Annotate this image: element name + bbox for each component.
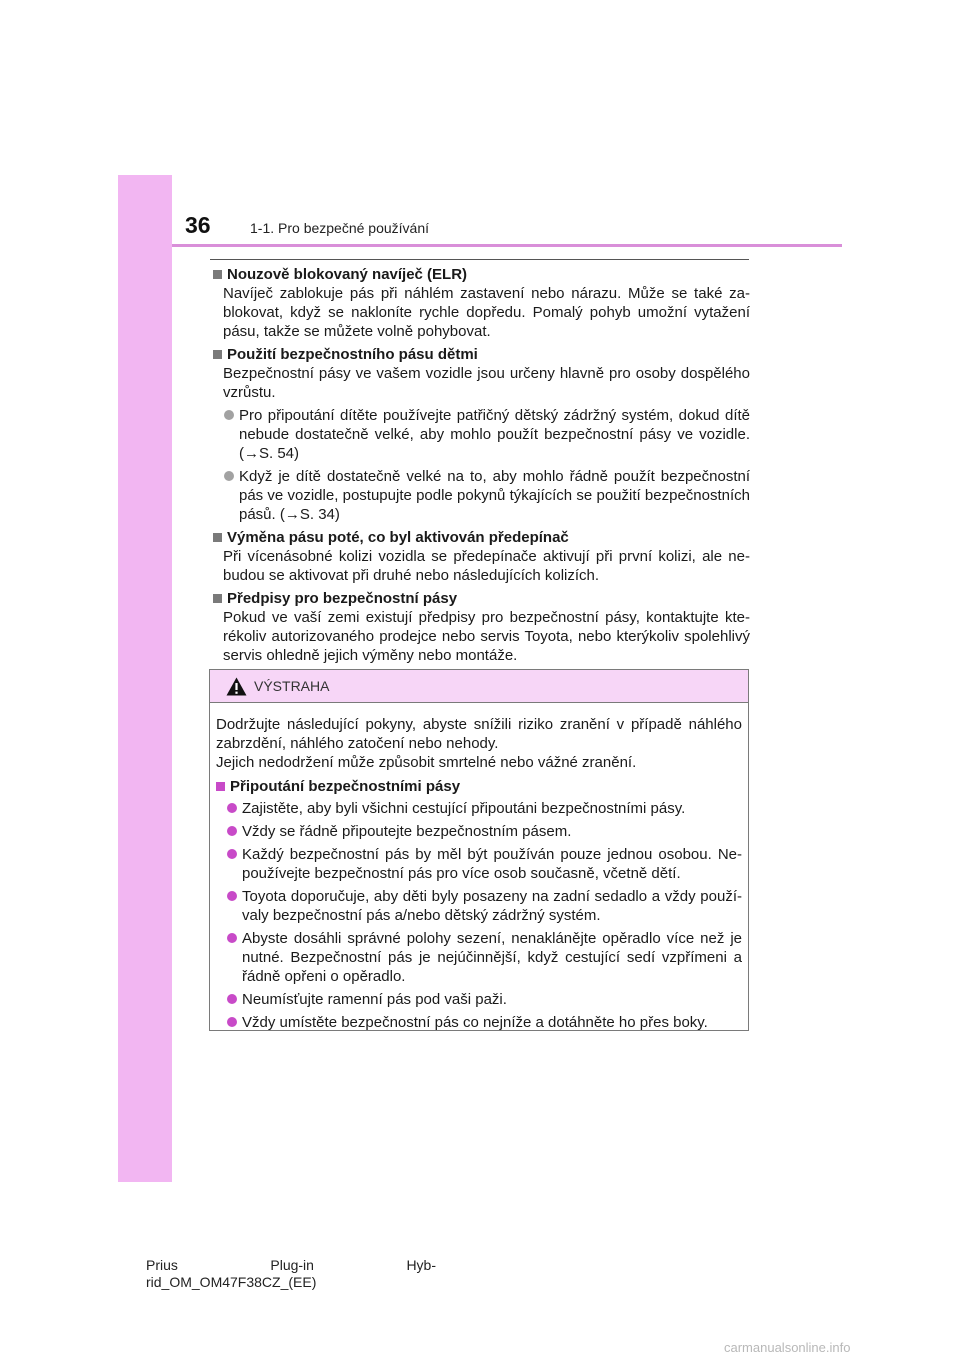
warning-triangle-icon — [226, 677, 247, 696]
header-divider — [172, 244, 842, 247]
section-regulations — [210, 589, 750, 665]
footer-doc-id — [146, 1257, 436, 1291]
section-title: 1-1. Pro bezpečné používání — [250, 220, 430, 236]
list-item-text: Neumísťujte ramenní pás pod vaši paži. — [242, 991, 507, 1008]
section-text: Při vícenásobné kolizi vozidla se předepínače aktivují při první kolizi, ale nebudou se aktivovat při druhé nebo následujících kolizích. — [223, 548, 750, 584]
watermark: carmanualsonline.info — [724, 1340, 851, 1355]
warning-heading-text: Připoutání bezpečnostními pásy — [230, 778, 461, 795]
list-item-text: Když je dítě dostatečně velké na to, aby mohlo řádně použít bezpečnostní pás ve vozidle, postupujte podle pokynů týkajících se použití bezpečnostních pásů. (→S. 34) — [239, 468, 750, 523]
round-bullet-icon — [227, 826, 237, 836]
list-item — [227, 822, 742, 841]
round-bullet-icon — [227, 1017, 237, 1027]
section-heading — [210, 345, 750, 364]
warning-intro-line: Dodržujte následující pokyny, abyste snížili riziko zranění v případě náhlého zabrzdění, náhlého zatočení nebo nehody. — [216, 716, 742, 752]
section-text: Bezpečnostní pásy ve vašem vozidle jsou určeny hlavně pro osoby dospělého vzrůstu. — [223, 365, 750, 401]
main-content — [210, 265, 750, 669]
square-bullet-icon — [213, 533, 222, 542]
round-bullet-icon — [227, 933, 237, 943]
list-item — [227, 990, 742, 1009]
footer-word: Plug-in — [270, 1257, 314, 1273]
square-bullet-icon — [216, 782, 225, 791]
list-item — [227, 845, 742, 883]
footer-line-1 — [146, 1257, 436, 1274]
list-item-text: Každý bezpečnostní pás by měl být používán pouze jednou osobou. Nepoužívejte bezpečnostní pás pro více osob současně, včetně dětí. — [242, 846, 742, 882]
section-heading-text: Použití bezpečnostního pásu dětmi — [227, 346, 478, 363]
round-bullet-icon — [224, 471, 234, 481]
round-bullet-icon — [227, 891, 237, 901]
list-item — [223, 467, 750, 524]
section-heading-text: Nouzově blokovaný navíječ (ELR) — [227, 266, 468, 283]
list-item — [227, 887, 742, 925]
warning-box — [209, 669, 749, 1031]
warning-intro-line: Jejich nedodržení může způsobit smrtelné nebo vážné zranění. — [216, 754, 637, 771]
warning-body — [210, 703, 748, 1032]
warning-label: VÝSTRAHA — [254, 678, 330, 694]
list-item — [227, 799, 742, 818]
warning-heading — [216, 777, 742, 796]
footer-word: Prius — [146, 1257, 178, 1273]
section-heading — [210, 589, 750, 608]
section-pretensioner — [210, 528, 750, 585]
round-bullet-icon — [227, 994, 237, 1004]
square-bullet-icon — [213, 350, 222, 359]
section-text: Pokud ve vaší zemi existují předpisy pro bezpečnostní pásy, kontaktujte kterékoliv autorizovaného prodejce nebo servis Toyota, nebo kterýkoliv spolehlivý servis ohledně jejich výměny nebo montáže. — [223, 609, 750, 664]
page-number: 36 — [185, 212, 211, 238]
square-bullet-icon — [213, 594, 222, 603]
list-item-text: Vždy se řádně připoutejte bezpečnostním pásem. — [242, 823, 572, 840]
list-item — [223, 406, 750, 463]
list-item — [227, 929, 742, 986]
warning-intro — [216, 715, 742, 772]
footer-line-2: rid_OM_OM47F38CZ_(EE) — [146, 1274, 317, 1290]
section-text: Navíječ zablokuje pás při náhlém zastavení nebo nárazu. Může se také zablokovat, když se nakloníte rychle dopředu. Pomalý pohyb umožní vytažení pásu, takže se můžete volně pohybovat. — [223, 285, 750, 340]
round-bullet-icon — [227, 803, 237, 813]
section-heading — [210, 528, 750, 547]
warning-header — [210, 670, 748, 703]
section-children — [210, 345, 750, 524]
chapter-side-tab — [118, 175, 172, 1182]
content-top-rule — [210, 259, 749, 260]
round-bullet-icon — [227, 849, 237, 859]
section-elr — [210, 265, 750, 341]
round-bullet-icon — [224, 410, 234, 420]
section-heading-text: Předpisy pro bezpečnostní pásy — [227, 590, 458, 607]
footer-word: Hyb- — [406, 1257, 436, 1273]
list-item-text: Zajistěte, aby byli všichni cestující připoutáni bezpečnostními pásy. — [242, 800, 686, 817]
list-item-text: Vždy umístěte bezpečnostní pás co nejníže a dotáhněte ho přes boky. — [242, 1014, 708, 1031]
list-item-text: Abyste dosáhli správné polohy sezení, nenaklánějte opěradlo více než je nutné. Bezpečnostní pás je nejúčinnější, když cestující sedí vzpřímeni a řádně opřeni o opěradlo. — [242, 930, 742, 985]
list-item-text: Toyota doporučuje, aby děti byly posazeny na zadní sedadlo a vždy používaly bezpečnostní pás a/nebo dětský zádržný systém. — [242, 888, 742, 924]
section-heading-text: Výměna pásu poté, co byl aktivován předepínač — [227, 529, 569, 546]
list-item — [227, 1013, 742, 1032]
section-heading — [210, 265, 750, 284]
square-bullet-icon — [213, 270, 222, 279]
list-item-text: Pro připoutání dítěte používejte patřičný dětský zádržný systém, dokud dítě nebude dostatečně velké, aby mohlo použít bezpečnostní pásy ve vozidle. (→S. 54) — [239, 407, 750, 462]
